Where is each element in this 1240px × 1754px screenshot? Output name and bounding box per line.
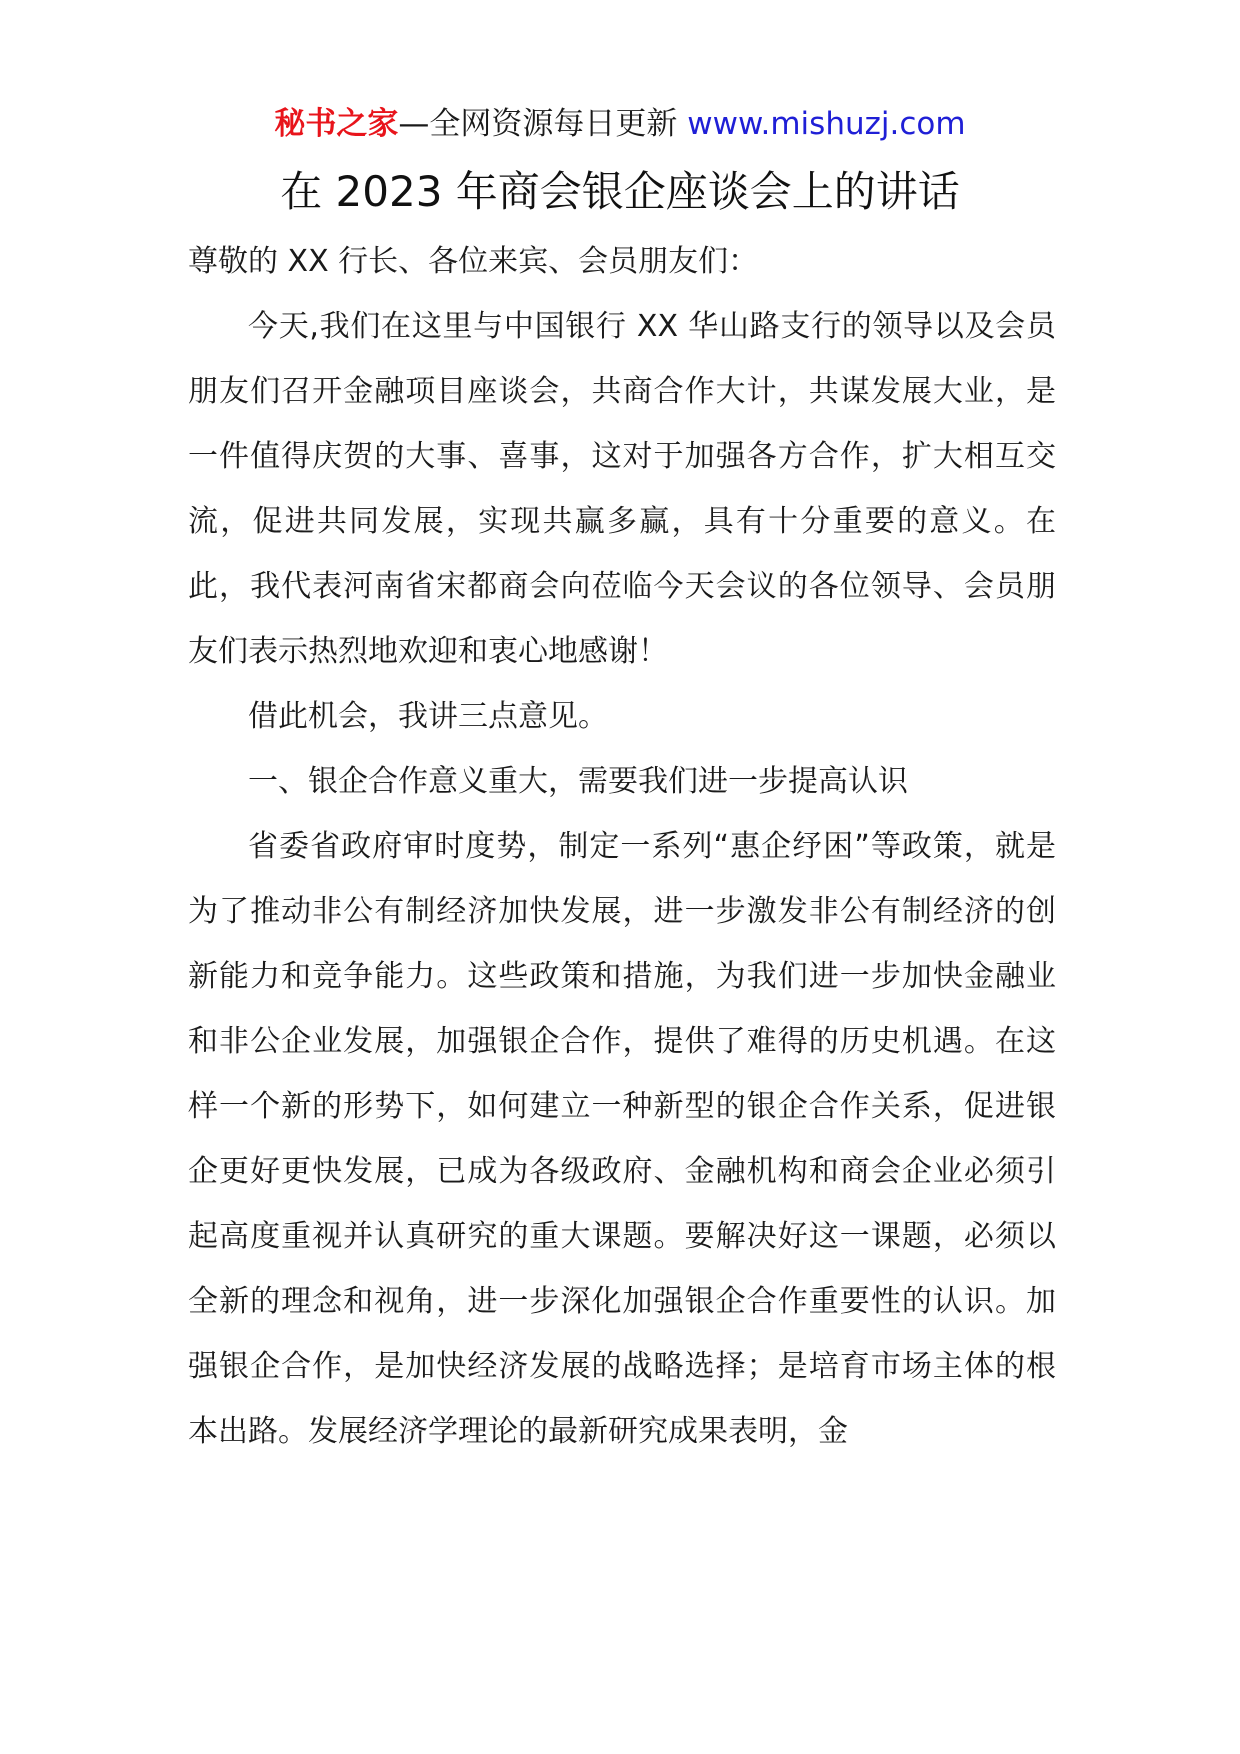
salutation: 尊敬的 XX 行长、各位来宾、会员朋友们： [188, 244, 759, 279]
header-slogan: —全网资源每日更新 [398, 106, 688, 142]
document-body [188, 229, 1056, 1464]
document-title: 在 2023 年商会银企座谈会上的讲话 [280, 167, 960, 216]
site-header-banner [0, 102, 1240, 146]
section-heading-one: 一、银企合作意义重大，需要我们进一步提高认识 [248, 764, 908, 799]
brand-name: 秘书之家 [274, 106, 399, 142]
site-url: www.mishuzj.com [687, 106, 966, 142]
paragraph-section-one: 省委省政府审时度势，制定一系列“惠企纾困”等政策，就是为了推动非公有制经济加快发展，进一步激发非公有制经济的创新能力和竞争能力。这些政策和措施，为我们进一步加快金融业和非公企业发展，加强银企合作，提供了难得的历史机遇。在这样一个新的形势下，如何建立一种新型的银企合作关系，促进银企更好更快发展，已成为各级政府、金融机构和商会企业必须引起高度重视并认真研究的重大课题。要解决好这一课题，必须以全新的理念和视角，进一步深化加强银企合作重要性的认识。加强银企合作，是加快经济发展的战略选择；是培育市场主体的根本出路。发展经济学理论的最新研究成果表明，金 [188, 829, 1056, 1449]
paragraph-transition: 借此机会，我讲三点意见。 [248, 699, 608, 734]
paragraph-opening: 今天,我们在这里与中国银行 XX 华山路支行的领导以及会员朋友们召开金融项目座谈会，共商合作大计，共谋发展大业，是一件值得庆贺的大事、喜事，这对于加强各方合作，扩大相互交流，促进共同发展，实现共赢多赢，具有十分重要的意义。在此，我代表河南省宋都商会向莅临今天会议的各位领导、会员朋友们表示热烈地欢迎和衷心地感谢！ [188, 309, 1056, 669]
